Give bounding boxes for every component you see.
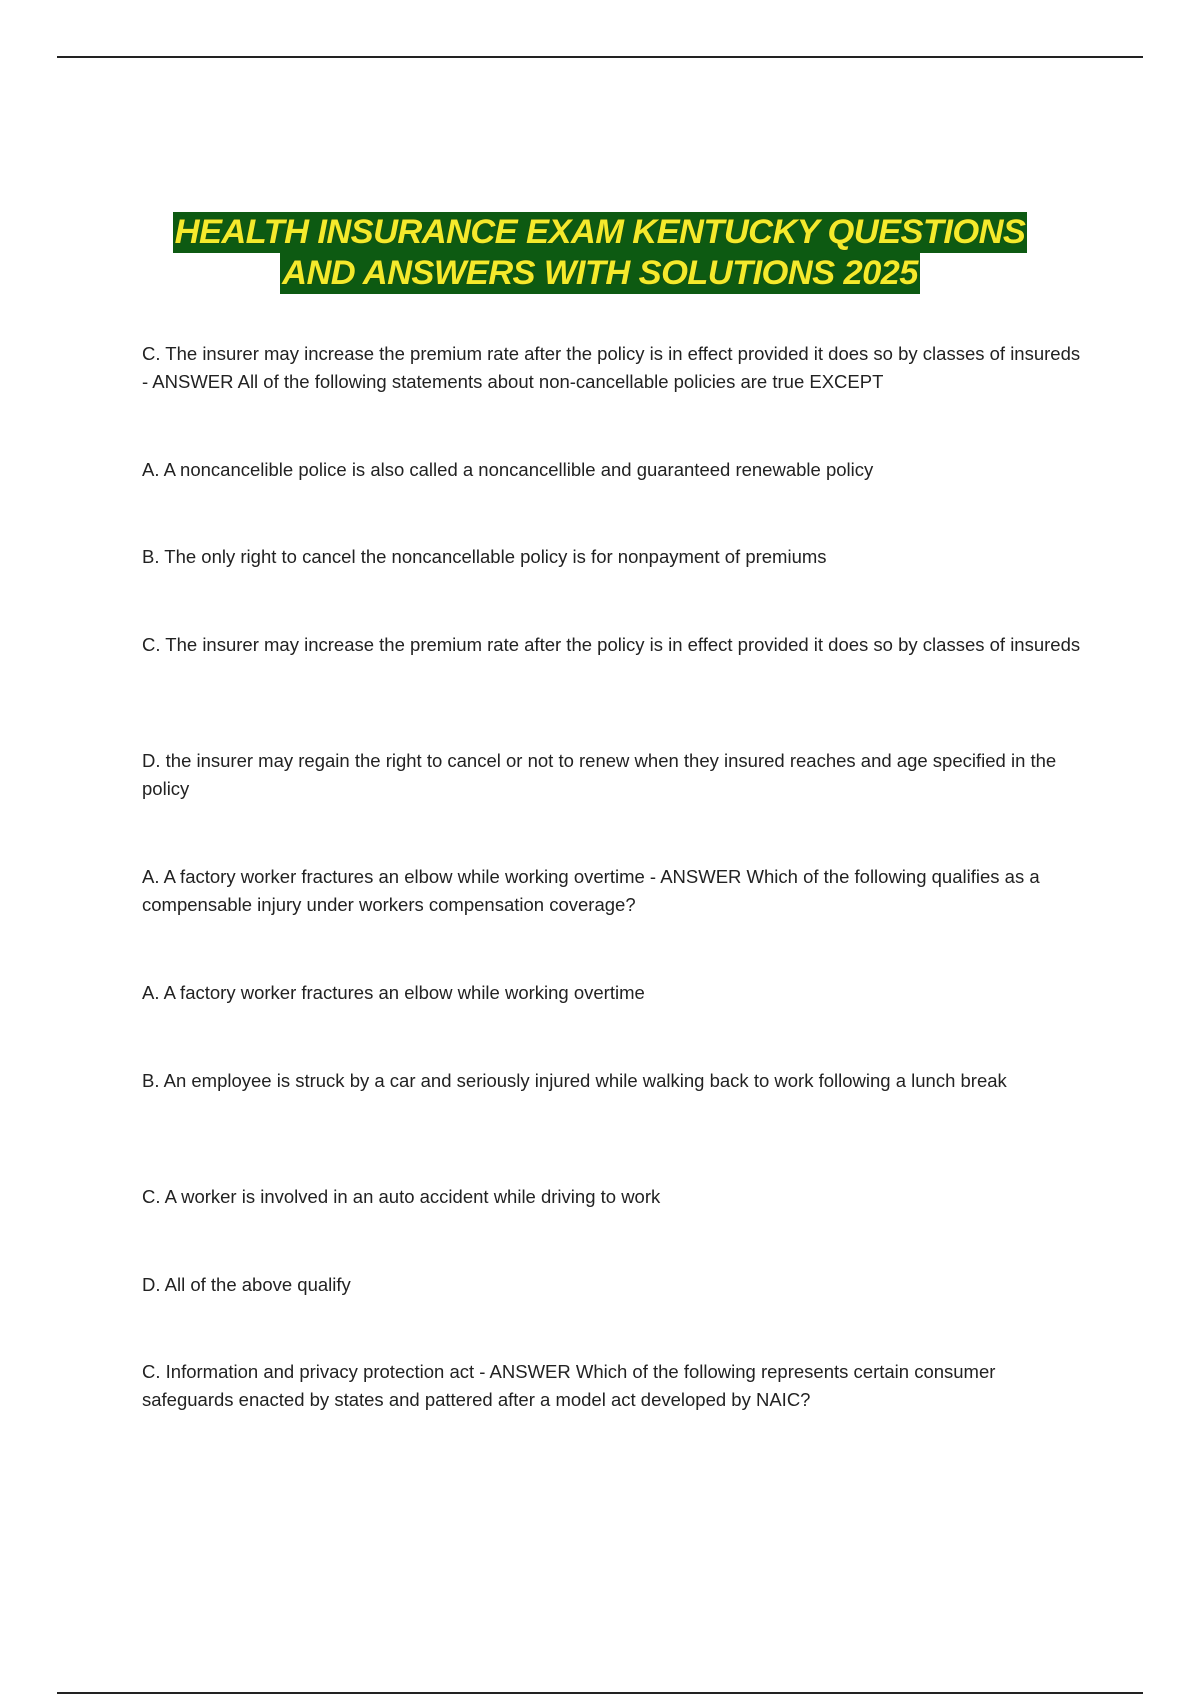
paragraph-11: C. Information and privacy protection act - ANSWER Which of the following represents certain consumer safeguards enacted by states and pattered after a model act developed by NAIC?	[142, 1361, 996, 1410]
paragraph-8: B. An employee is struck by a car and seriously injured while walking back to work following a lunch break	[142, 1070, 1007, 1091]
paragraph-6: A. A factory worker fractures an elbow while working overtime - ANSWER Which of the following qualifies as a compensable injury under workers compensation coverage?	[142, 866, 1040, 915]
paragraph-5: D. the insurer may regain the right to cancel or not to renew when they insured reaches and age specified in the policy	[142, 750, 1057, 799]
paragraph-2: A. A noncancelible police is also called a noncancellible and guaranteed renewable policy	[142, 459, 874, 480]
top-rule	[57, 56, 1143, 58]
paragraph-9: C. A worker is involved in an auto accident while driving to work	[142, 1186, 661, 1207]
paragraph-1: C. The insurer may increase the premium rate after the policy is in effect provided it does so by classes of insureds - ANSWER All of the following statements about non-cancellable policies are true EXCEPT	[142, 343, 1081, 392]
paragraph-3: B. The only right to cancel the noncancellable policy is for nonpayment of premiums	[142, 546, 827, 567]
document-title	[0, 212, 1200, 294]
paragraph-7: A. A factory worker fractures an elbow while working overtime	[142, 982, 645, 1003]
bottom-rule	[57, 1692, 1143, 1694]
paragraph-4: C. The insurer may increase the premium rate after the policy is in effect provided it does so by classes of insureds	[142, 634, 1081, 655]
title-line-2: AND ANSWERS WITH SOLUTIONS 2025	[282, 254, 918, 292]
paragraph-10: D. All of the above qualify	[142, 1274, 351, 1295]
title-line-1: HEALTH INSURANCE EXAM KENTUCKY QUESTIONS	[174, 213, 1026, 251]
